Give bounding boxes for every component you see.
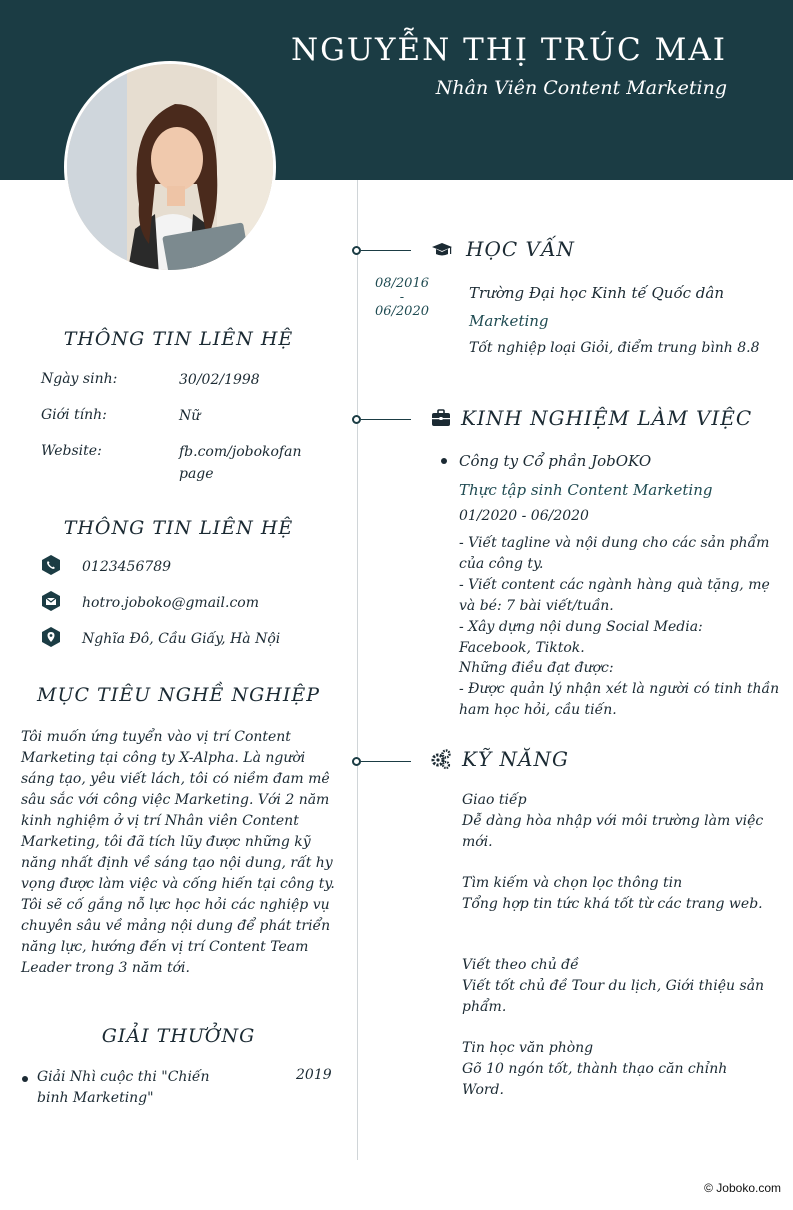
graduation-cap-icon — [431, 239, 453, 261]
education-heading: HỌC VẤN — [466, 237, 575, 261]
personal-info-heading: THÔNG TIN LIÊN HỆ — [63, 328, 294, 350]
education-date-range — [364, 277, 440, 319]
achievement-item: - Được quản lý nhận xét là người có tinh thần ham học hỏi, cầu tiến. — [459, 681, 780, 718]
info-value-birthday: 30/02/1998 — [179, 372, 260, 388]
contact-heading: THÔNG TIN LIÊN HỆ — [63, 517, 294, 539]
experience-duty: - Viết tagline và nội dung cho các sản phẩm của công ty. — [459, 535, 770, 572]
info-value-website[interactable]: fb.com/jobokofan page — [179, 444, 302, 482]
experience-position: Thực tập sinh Content Marketing — [459, 481, 713, 499]
skills-heading: KỸ NĂNG — [462, 747, 569, 771]
education-major: Marketing — [469, 312, 549, 330]
skill-name: Tin học văn phòng — [462, 1040, 594, 1056]
skill-name: Giao tiếp — [462, 792, 527, 808]
timeline-dot — [352, 415, 361, 424]
education-date-start: 08/2016 — [374, 276, 429, 291]
skill-desc: Gõ 10 ngón tốt, thành thạo căn chỉnh Word. — [462, 1061, 728, 1098]
skill-name: Viết theo chủ đề — [462, 957, 579, 973]
column-divider — [357, 180, 358, 1160]
award-year: 2019 — [296, 1067, 332, 1083]
info-value-gender: Nữ — [179, 408, 201, 424]
objective-heading: MỤC TIÊU NGHỀ NGHIỆP — [37, 684, 320, 706]
candidate-name: NGUYỄN THỊ TRÚC MAI — [291, 32, 727, 68]
job-title: Nhân Viên Content Marketing — [435, 77, 727, 99]
copyright-text: © Joboko.com — [704, 1181, 781, 1195]
skill-desc: Viết tốt chủ đề Tour du lịch, Giới thiệu sản phẩm. — [462, 978, 765, 1015]
experience-heading: KINH NGHIỆM LÀM VIỆC — [461, 406, 753, 430]
info-label-website: Website: — [41, 443, 102, 459]
skill-desc: Tổng hợp tin tức khá tốt từ các trang web. — [462, 896, 763, 912]
contact-address: Nghĩa Đô, Cầu Giấy, Hà Nội — [82, 631, 281, 647]
contact-email[interactable]: hotro.joboko@gmail.com — [82, 595, 260, 611]
phone-icon — [40, 554, 62, 576]
achievements-label: Những điều đạt được: — [459, 660, 614, 676]
contact-phone[interactable]: 0123456789 — [82, 559, 172, 575]
timeline-connector — [361, 761, 411, 762]
education-note: Tốt nghiệp loại Giỏi, điểm trung bình 8.8 — [469, 340, 760, 356]
experience-duty: - Xây dựng nội dung Social Media: Facebook, Tiktok. — [459, 619, 703, 656]
info-label-gender: Giới tính: — [41, 407, 107, 423]
gears-icon — [430, 748, 452, 770]
envelope-icon — [40, 590, 62, 612]
bullet-icon — [441, 458, 447, 464]
experience-duty: - Viết content các ngành hàng quà tặng, mẹ và bé: 7 bài viết/tuần. — [459, 577, 770, 614]
education-school: Trường Đại học Kinh tế Quốc dân — [469, 284, 724, 302]
skill-name: Tìm kiếm và chọn lọc thông tin — [462, 875, 683, 891]
avatar — [64, 61, 276, 273]
award-text: Giải Nhì cuộc thi "Chiến binh Marketing" — [37, 1069, 210, 1106]
bullet-icon — [22, 1076, 28, 1082]
info-label-birthday: Ngày sinh: — [41, 371, 118, 387]
education-date-separator: - — [399, 290, 405, 305]
timeline-dot — [352, 246, 361, 255]
career-objective-text: Tôi muốn ứng tuyển vào vị trí Content Marketing tại công ty X-Alpha. Là người sáng tạo, yêu viết lách, tôi có niềm đam mê sâu sắc với công việc Marketing. Với 2 năm kinh nghiệm ở vị trí Nhân viên Content Marketing, tôi đã tích lũy được những kỹ năng nhất định về sáng tạo nội dung, rất hy vọng được làm việc và cống hiến tại công ty. Tôi sẽ cố gắng nỗ lực học hỏi các nghiệp vụ chuyên sâu về mảng nội dung để phát triển năng lực, hướng đến vị trí Content Team Leader trong 3 năm tới. — [21, 729, 335, 976]
skill-desc: Dễ dàng hòa nhập với môi trường làm việc mới. — [462, 813, 764, 850]
timeline-connector — [361, 250, 411, 251]
briefcase-icon — [430, 407, 452, 429]
experience-company: Công ty Cổ phần JobOKO — [459, 452, 652, 470]
education-date-end: 06/2020 — [374, 304, 429, 319]
timeline-connector — [361, 419, 411, 420]
map-pin-icon — [40, 626, 62, 648]
awards-heading: GIẢI THƯỞNG — [101, 1025, 256, 1047]
experience-period: 01/2020 - 06/2020 — [459, 508, 589, 524]
timeline-dot — [352, 757, 361, 766]
